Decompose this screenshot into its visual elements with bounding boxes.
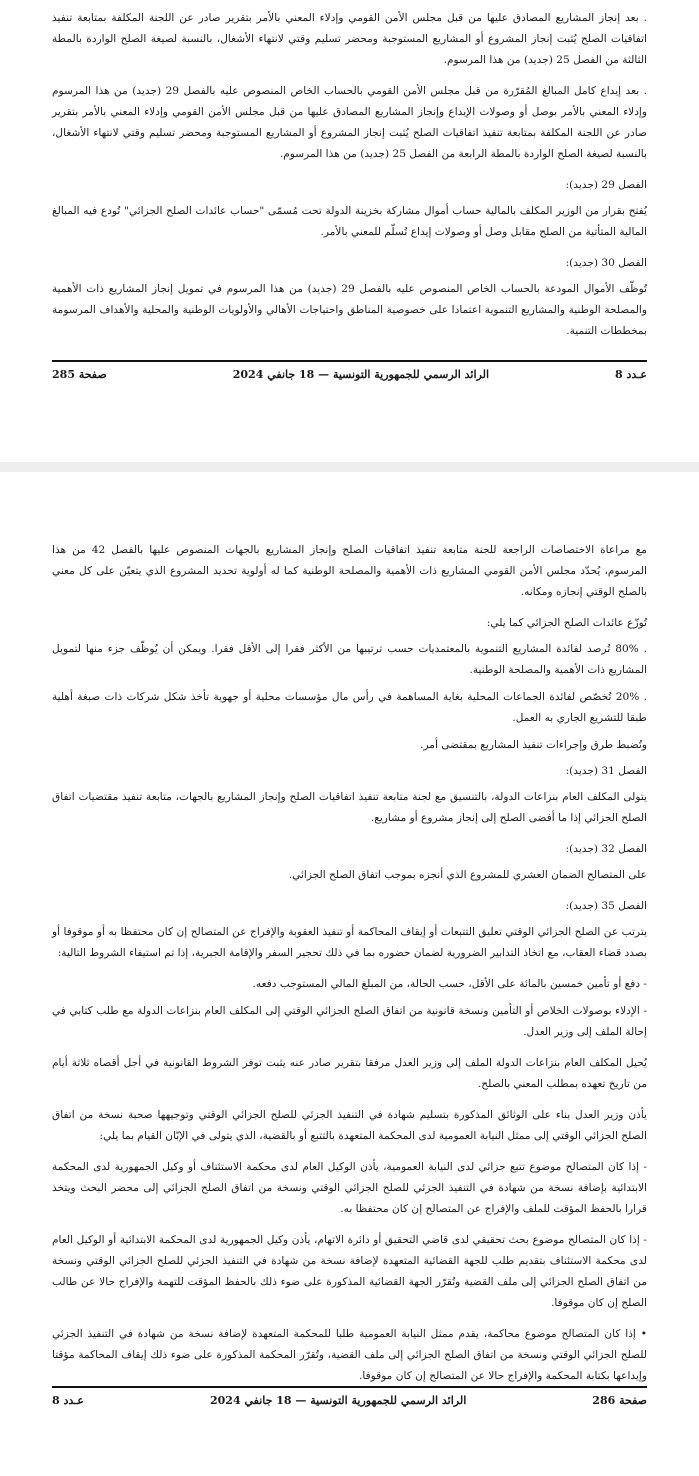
page-285-footer xyxy=(52,360,647,381)
footer-page-number: صفحة 285 xyxy=(52,368,107,381)
footer-gazette-title: الرائد الرسمي للجمهورية التونسية — 18 جانفي 2024 xyxy=(210,1394,467,1407)
article-31-text: يتولى المكلف العام بنزاعات الدولة، بالتنسيق مع لجنة متابعة تنفيذ اتفاقيات الصلح وإنجاز المشاريع بالجهات، متابعة تنفيذ مقتضيات اتفاق الصلح الجزائي إذا ما أفضى الصلح إلى إنجاز مشروع أو مشاريع. xyxy=(52,791,647,824)
article-30-text: تُوظّف الأموال المودعة بالحساب الخاص المنصوص عليه بالفصل 29 (جديد) من هذا المرسوم في تمويل إنجاز المشاريع ذات الأهمية والمصلحة الوطنية والمشاريع التنموية اعتمادا على خصوصية المناطق واحتياجات الأهالي والأولويات الوطنية والمحلية والأهداف المرسومة بمخططات التنمية. xyxy=(52,283,647,337)
page-separator xyxy=(0,462,699,472)
article-35-heading: الفصل 35 (جديد): xyxy=(565,900,647,912)
footer-issue-number: عـدد 8 xyxy=(615,368,647,381)
gazette-page-285 xyxy=(0,0,699,462)
condition-item-2: - الإدلاء بوصولات الخلاص أو التأمين ونسخة قانونية من اتفاق الصلح الجزائي الوقتي إلى المكلف العام بنزاعات الدولة مع طلب كتابي في إحالة الملف إلى وزير العدل. xyxy=(52,1005,647,1038)
condition-item-1: - دفع أو تأمين خمسين بالمائة على الأقل، حسب الحالة، من المبلغ المالي المستوجب دفعه. xyxy=(252,978,647,990)
minister-paragraph: يأذن وزير العدل بناء على الوثائق المذكورة بتسليم شهادة في التنفيذ الجزئي للصلح الجزائي الوقتي وتوجيهها صحبة نسخة من اتفاق الصلح الجزائي الوقتي إلى ممثل النيابة العمومية لدى المحكمة المتعهدة بالتتبع أو بالقضية، الذي يتولى في الإبّان القيام بما يلي: xyxy=(52,1109,647,1142)
paragraph-fourth-indent: . بعد إيداع كامل المبالغ المُقرّرة من قبل مجلس الأمن القومي بالحساب الخاص المنصوص عليه بالفصل 29 (جديد) من هذا المرسوم وإدلاء المعني بالأمر بوصل أو وصولات الإيداع وإنجاز المشاريع المصادق عليها من قبل مجلس الأمن القومي وإدلاء المعني بالأمر بتقرير صادر عن اللجنة المكلفة بمتابعة تنفيذ اتفاقيات الصلح يُثبت إنجاز المشروع أو المشاريع المستوجبة ومحضر تسليم وقتي لانتهاء الأشغال، بالنسبة لصيغة الصلح الواردة بالمطة الرابعة من الفصل 25 (جديد) من هذا المرسوم. xyxy=(52,85,647,160)
article-29-heading: الفصل 29 (جديد): xyxy=(565,179,647,191)
distribution-item-20: . 20% تُخصّص لفائدة الجماعات المحلية بغاية المساهمة في رأس مال مؤسسات محلية أو جهوية تأخذ شكل شركات ذات صبغة أهلية طبقا للتشريع الجاري به العمل. xyxy=(52,691,647,724)
paragraph-third-indent: . بعد إنجاز المشاريع المصادق عليها من قبل مجلس الأمن القومي وإدلاء المعني بالأمر بتقرير صادر عن اللجنة المكلفة بمتابعة تنفيذ اتفاقيات الصلح يُثبت إنجاز المشروع أو المشاريع المستوجبة ومحضر تسليم وقتي لانتهاء الأشغال، بالنسبة لصيغة الصلح الواردة بالمطة الثالثة من الفصل 25 (جديد) من هذا المرسوم. xyxy=(52,12,647,66)
distribution-lead: تُوزّع عائدات الصلح الجزائي كما يلي: xyxy=(486,617,647,629)
footer-gazette-title: الرائد الرسمي للجمهورية التونسية — 18 جانفي 2024 xyxy=(232,368,490,381)
intro-paragraph: مع مراعاة الاختصاصات الراجعة للجنة متابعة تنفيذ اتفاقيات الصلح وإنجاز المشاريع بالجهات المنصوص عليها بالفصل 42 من هذا المرسوم، يُحدّد مجلس الأمن القومي المشاريع ذات الأهمية والمصلحة الوطنية كما له أولوية تحديد المشروع الذي يتعيّن على كل معني بالصلح الوقتي إنجازه ومكانه. xyxy=(52,544,647,598)
distribution-closing: وتُضبط طرق وإجراءات تنفيذ المشاريع بمقتضى أمر. xyxy=(420,739,647,751)
case-prosecution: - إذا كان المتصالح موضوع تتبع جزائي لدى النيابة العمومية، يأذن الوكيل العام لدى محكمة الاستئناف أو وكيل الجمهورية لدى المحكمة الابتدائية بإضافة نسخة من شهادة في التنفيذ الجزئي للصلح الجزائي الوقتي ونسخة من اتفاق الصلح الجزائي إلى محضر البحث ويتخذ قرارا بالحفظ المؤقت للملف والإفراج عن المتصالح إن كان محتفظا به. xyxy=(52,1161,647,1215)
case-trial: • إذا كان المتصالح موضوع محاكمة، يقدم ممثل النيابة العمومية طلبا للمحكمة المتعهدة لإضافة نسخة من شهادة في التنفيذ الجزئي للصلح الجزائي الوقتي ونسخة من اتفاق الصلح الجزائي إلى ملف القضية، وتُقرّر المحكمة المذكورة على ضوء ذلك إيقاف المحاكمة مؤقتا وإيداعها بكتابة المحكمة والإفراج حالا عن المتصالح إن كان موقوفا. xyxy=(52,1328,647,1382)
transfer-paragraph: يُحيل المكلف العام بنزاعات الدولة الملف إلى وزير العدل مرفقا بتقرير صادر عنه يثبت توفر الشروط القانونية في أجل أقصاه ثلاثة أيام من تاريخ تعهده بمطلب المعني بالصلح. xyxy=(52,1057,647,1090)
page-285-body xyxy=(52,8,647,352)
footer-issue-number: عـدد 8 xyxy=(52,1394,84,1407)
article-31-heading: الفصل 31 (جديد): xyxy=(565,765,647,777)
article-32-heading: الفصل 32 (جديد): xyxy=(565,843,647,855)
case-investigation: - إذا كان المتصالح موضوع بحث تحقيقي لدى قاضي التحقيق أو دائرة الاتهام، يأذن وكيل الجمهورية لدى المحكمة الابتدائية أو الوكيل العام لدى محكمة الاستئناف بتقديم طلب للجهة القضائية المتعهدة لإضافة نسخة من شهادة في التنفيذ الجزئي للصلح الجزائي الوقتي ونسخة من اتفاق الصلح الجزائي إلى ملف القضية وتُقرّر الجهة القضائية المذكورة على ضوء ذلك بالحفظ المؤقت للتهمة والإفراج حالا عن طالب الصلح إن كان موقوفا. xyxy=(52,1234,647,1309)
page-286-footer xyxy=(52,1386,647,1407)
footer-page-number: صفحة 286 xyxy=(592,1394,647,1407)
gazette-page-286 xyxy=(0,472,699,1476)
article-32-text: على المتصالح الضمان العشري للمشروع الذي أنجزه بموجب اتفاق الصلح الجزائي. xyxy=(288,869,647,881)
article-29-text: يُفتح بقرار من الوزير المكلف بالمالية حساب أموال مشاركة بخزينة الدولة تحت مُسمّى "حساب عائدات الصلح الجزائي" تُودع فيه المبالغ المالية المتأتية من الصلح مقابل وصل أو وصولات إيداع تُسلّم للمعني بالأمر. xyxy=(52,205,647,238)
article-30-heading: الفصل 30 (جديد): xyxy=(565,257,647,269)
page-286-body xyxy=(52,540,647,1397)
article-35-text: يترتب عن الصلح الجزائي الوقتي تعليق التتبعات أو إيقاف المحاكمة أو تنفيذ العقوبة والإفراج عن المتصالح إن كان محتفظا به أو موقوفا أو بصدد قضاء العقاب، مع اتخاذ التدابير الضرورية لضمان حضوره بما في ذلك تحجير السفر والإقامة الجبرية، إذا تم استيفاء الشروط التالية: xyxy=(52,926,647,959)
distribution-item-80: . 80% تُرصد لفائدة المشاريع التنموية بالمعتمديات حسب ترتيبها من الأكثر فقرا إلى الأقل فقرا. ويمكن أن يُوظّف جزء منها لتمويل المشاريع ذات الأهمية والمصلحة الوطنية. xyxy=(52,643,647,676)
